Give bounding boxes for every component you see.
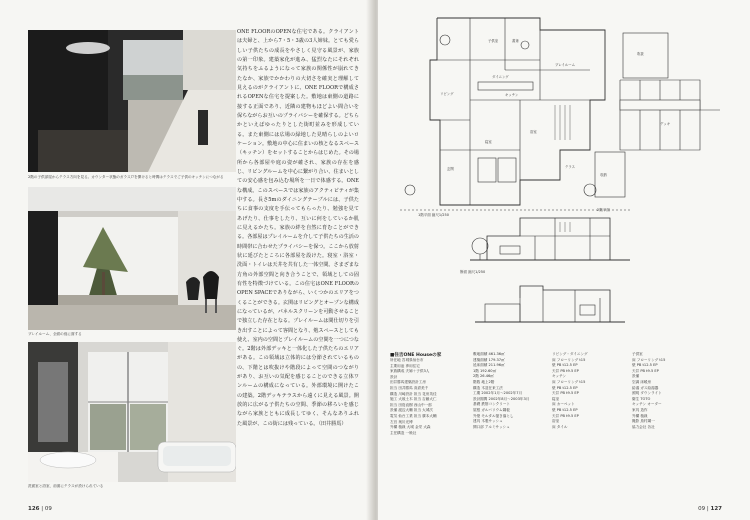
article-body-text: ONE FLOORのOPENな住宅である。クライアントは夫婦と、上から7・5・3歳の3人姉妹。とても愛らしい子供たちの成長をやさしく見守る風景が、家族の第一印象。建築家化が進み、猛烈なたにそれぞれ気持ちをふるようになって家族の関係性が崩れてきたなか、家族でかかわりの大切さを確実と理解して見えるのがクライアントに、ONE FLOORで構成されるOPENな住宅を提案した。敷地は東側の道路に接する正面であり、近隣の建物もほどよい間合いを保ちながらお互いのプライバシーを確保する。どちらかといえばゆったりとした街町並みを形成している。また東側には広場の緑地した見晴らしのよいロケーション。敷地の中心に住まいの核となるスペース（キッチン）をセットすることからはじめた。その場所から各部屋や庭の姿が確され、家族の存在を感じ、リビングルームを中心に繋がり合い、住まいとしての安心感を包み込む場所を一日で体感する。ONEな構成。このスペースでは家族のアクティビティが集中する。長さ5mのダイニングテーブルには、子供たちに食事の支度を手伝ってもらったり、勉強を見てあげたり、仕事をしたり、互いに何をしているか肌に見えるかたち。家族の絆を自然に育むことができる。各部屋はプレイルームを介して子供たちの生活の時間帯に合わせたプライバシーを保つ。ここから放射状に延びたところに各部屋を設けた。寝室・浴室・洗面・トイレは天井を共有した一体空間。さまざまな方角の外部空間と向き合うことで、領域としての固有性を特徴づけている。この住宅はONE FLOORのOPEN SPACEでありながら、いくつかのエリアをつくることができる。玄関はリビングとオープンな構成になっているが、パネルスクリーンを可動させることで独立した存在となる。プレイルームは間仕切りを引き出すことによって客間となり、勉スペースとしても使え、室内の空間とプレイルームの空間を一つにつなぐ。2階は外部デッキと一体化した子供たちのエリアがある。この領域は立体的には分節されているものの、下階とは吹抜けや階段によって空間のつながりがあり、お互いの気配を感じることのできる立体ワンルームの構成になっている。外部環境に開けたこの建築。2階デッキテラスから遠くに見える風景。開放的に広がる子供たちの空間、季節の移ろいを感じながら家族とともに成長してゆく、そんなありふれた風景が、この街には残っている。（田井勝馬） [237, 29, 359, 427]
info-row: 主要用途 専用住宅 [390, 363, 420, 368]
info-row: 所在地 宮城県仙台市 [390, 358, 424, 362]
info-row: リビング・ダイニング [552, 352, 588, 356]
info-row: 給湯 ガス給湯器 [632, 385, 659, 390]
photo-1-caption: 2階の子供部屋からテラス方向を見る。カウンター状態のガラス戸を開けると時間はテラスでご子供のキッチンにつながる [28, 175, 224, 179]
plan-label-void: 吹抜 [637, 52, 644, 56]
info-row: 施工 大坂土木 担当 吉藤大仁 [390, 397, 437, 402]
info-row: 壁 PB t12.5 EP [552, 407, 578, 412]
info-row: 延床面積 211.96㎡ [473, 363, 505, 368]
info-row: 天井 PB t9.5 EP [632, 368, 659, 373]
info-row: 1階 192.60㎡ [473, 368, 497, 373]
info-column-4 [632, 352, 704, 482]
info-row: 工期 2002年1月〜2002年7月 [473, 391, 523, 396]
plan-label-playroom: プレイルーム [555, 63, 576, 67]
info-row: 建具 木製サッシュ [473, 419, 503, 424]
plan-label-deck: デッキ [660, 122, 671, 126]
info-row: 照明 ダウンライト [632, 391, 662, 396]
photo-interior-counter [28, 30, 236, 172]
photo-playroom [28, 187, 236, 330]
plan-label-terrace: テラス [565, 165, 576, 169]
plan-label-dining: ダイニング [492, 75, 509, 79]
info-row: 外壁 モルタル掻き落とし [473, 413, 514, 418]
info-row: 衛生 TOTO [632, 396, 651, 401]
photo-bathroom [28, 342, 236, 482]
info-row: 設計 [390, 374, 398, 379]
info-row: 屋根 ガルバリウム鋼板 [473, 407, 510, 412]
info-row: 床 タイル [552, 424, 568, 429]
info-row: 壁 PB t12.5 EP [552, 385, 578, 390]
info-row: 開口部 アルミサッシュ [473, 424, 510, 429]
info-row: 2階 26.46㎡ [473, 374, 494, 379]
info-row: 建築面積 179.37㎡ [473, 357, 505, 362]
info-row: 床 フローリング t15 [552, 357, 586, 362]
info-row: 家具 造作 [632, 407, 648, 412]
right-page-number-value: 127 [710, 506, 722, 512]
info-row: 設計期間 2002年8月〜2003年3月 [473, 396, 530, 401]
left-page [0, 0, 372, 520]
right-page-suffix: 09 [698, 506, 706, 512]
info-row: 浴室 [552, 419, 560, 424]
section-caption: 断面 縮尺1/250 [460, 270, 486, 274]
info-row: 構造 川崎設計 担当 花房英佳 [390, 391, 437, 396]
plan-label-storage: 収納 [600, 173, 607, 177]
left-page-number: 126 | 09 [28, 506, 52, 512]
info-row: 家族構成 夫婦＋子供3人 [390, 369, 430, 374]
info-row: 壁 PB t12.5 EP [552, 363, 578, 368]
photo-2-caption: プレイルーム、全面の庭に面する [28, 332, 82, 336]
info-row: 電気 仙台工業 担当 廣本大輔 [390, 413, 437, 418]
info-row: 田井勝馬建築設計工房 [390, 380, 426, 385]
plan-label-kids: 子供室 [488, 39, 499, 43]
photo-3-caption: 洗面室と浴室、前面にテラスが設けられている [28, 484, 104, 488]
left-page-number-value: 126 [28, 506, 40, 512]
info-row: 外構 植栽 [632, 413, 648, 418]
plan-label-kitchen: キッチン [505, 93, 519, 97]
info-row: 設備 渡辺大輔 担当 大城次 [390, 408, 433, 413]
info-row: キッチン オーダー [632, 402, 662, 407]
info-row: 床 フローリング t15 [552, 379, 586, 384]
info-row: キッチン [552, 374, 567, 379]
info-row: 担当 田島直樹 西山中一郎 [390, 402, 432, 407]
plan-label-living: リビング [440, 92, 454, 96]
plan-label-bedroom: 寝室 [485, 140, 492, 144]
info-row: 撮影 鳥村鋼一 [632, 419, 655, 424]
info-row: 外構 植栽 大城 金栄 大森 [390, 425, 431, 430]
first-floor-plan-caption: 1階平面 縮尺1/250 [418, 213, 449, 217]
plan-label-study: 書斎 [512, 39, 519, 43]
info-row: 天井 PB t9.5 EP [552, 368, 579, 373]
info-row: 左官 奥川光博 [390, 419, 413, 424]
left-page-suffix: 09 [44, 506, 52, 512]
info-row: 担当 田井勝馬 高倉美千 [390, 385, 429, 390]
info-row: 構造 木造在来工法 [473, 385, 503, 390]
info-row: 壁 PB t12.5 EP [632, 363, 658, 368]
info-row: 空調 床暖房 [632, 379, 652, 384]
info-row: 階数 地上2階 [473, 379, 495, 384]
info-row: 協力会社 各社 [632, 424, 655, 429]
info-row: 主任構造 一般社 [390, 430, 417, 435]
info-row: 敷地面積 461.36㎡ [473, 352, 505, 356]
info-row: 床 カーペット [552, 402, 575, 407]
info-column-3 [552, 352, 624, 482]
info-title: ■住吉ONE Houseの家 [390, 353, 442, 358]
right-page-number: 09 | 127 [698, 506, 722, 512]
info-row: 天井 PB t9.5 EP [552, 413, 579, 418]
info-row: 基礎 鉄筋コンクリート [473, 402, 511, 407]
info-row: 設備 [632, 374, 640, 379]
info-column-1 [390, 358, 470, 488]
info-row: 子供室 [632, 352, 643, 356]
second-floor-plan-caption: 2階平面 [597, 208, 610, 212]
info-column-2 [473, 352, 545, 482]
info-row: 寝室 [552, 396, 560, 401]
info-row: 天井 PB t9.5 EP [552, 391, 579, 396]
info-row: 床 フローリング t15 [632, 357, 666, 362]
plan-label-entrance: 玄関 [447, 167, 454, 171]
plan-label-bath: 浴室 [530, 130, 537, 134]
